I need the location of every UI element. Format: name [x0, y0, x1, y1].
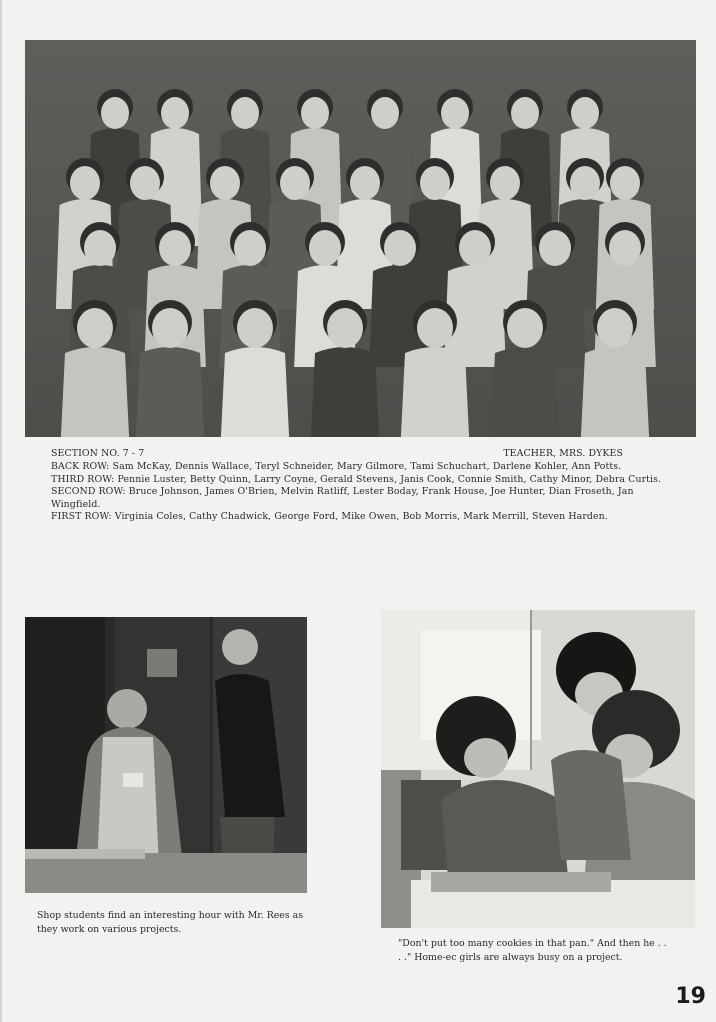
first-row-names: FIRST ROW: Virginia Coles, Cathy Chadwick, George Ford, Mike Owen, Bob Morris, Mark Merrill, Steven Harden. [51, 511, 608, 523]
teacher-name: TEACHER, MRS. DYKES [503, 448, 623, 459]
home-ec-girls-photo [381, 610, 695, 928]
class-photo-caption [51, 448, 673, 524]
page-number: 19 [675, 984, 706, 1009]
back-row-names: BACK ROW: Sam McKay, Dennis Wallace, Teryl Schneider, Mary Gilmore, Tami Schuchart, Darlene Kohler, Ann Potts. [51, 461, 622, 472]
third-row-names: THIRD ROW: Pennie Luster, Betty Quinn, Larry Coyne, Gerald Stevens, Janis Cook, Connie Smith, Cathy Minor, Debra Curtis. [51, 473, 662, 485]
shop-photo-caption: Shop students find an interesting hour with Mr. Rees as they work on various projects. [37, 910, 304, 935]
home-ec-photo-caption: "Don't put too many cookies in that pan." And then he . . . ." Home-ec girls are always busy on a project. [398, 938, 667, 963]
section-number: SECTION NO. 7 - 7 [51, 448, 145, 459]
shop-students-photo [25, 617, 307, 893]
class-group-photo [25, 40, 696, 437]
second-row-names: SECOND ROW: Bruce Johnson, James O'Brien, Melvin Ratliff, Lester Boday, Frank House, Joe Hunter, Dian Froseth, Jan Wingfield. [51, 486, 634, 510]
